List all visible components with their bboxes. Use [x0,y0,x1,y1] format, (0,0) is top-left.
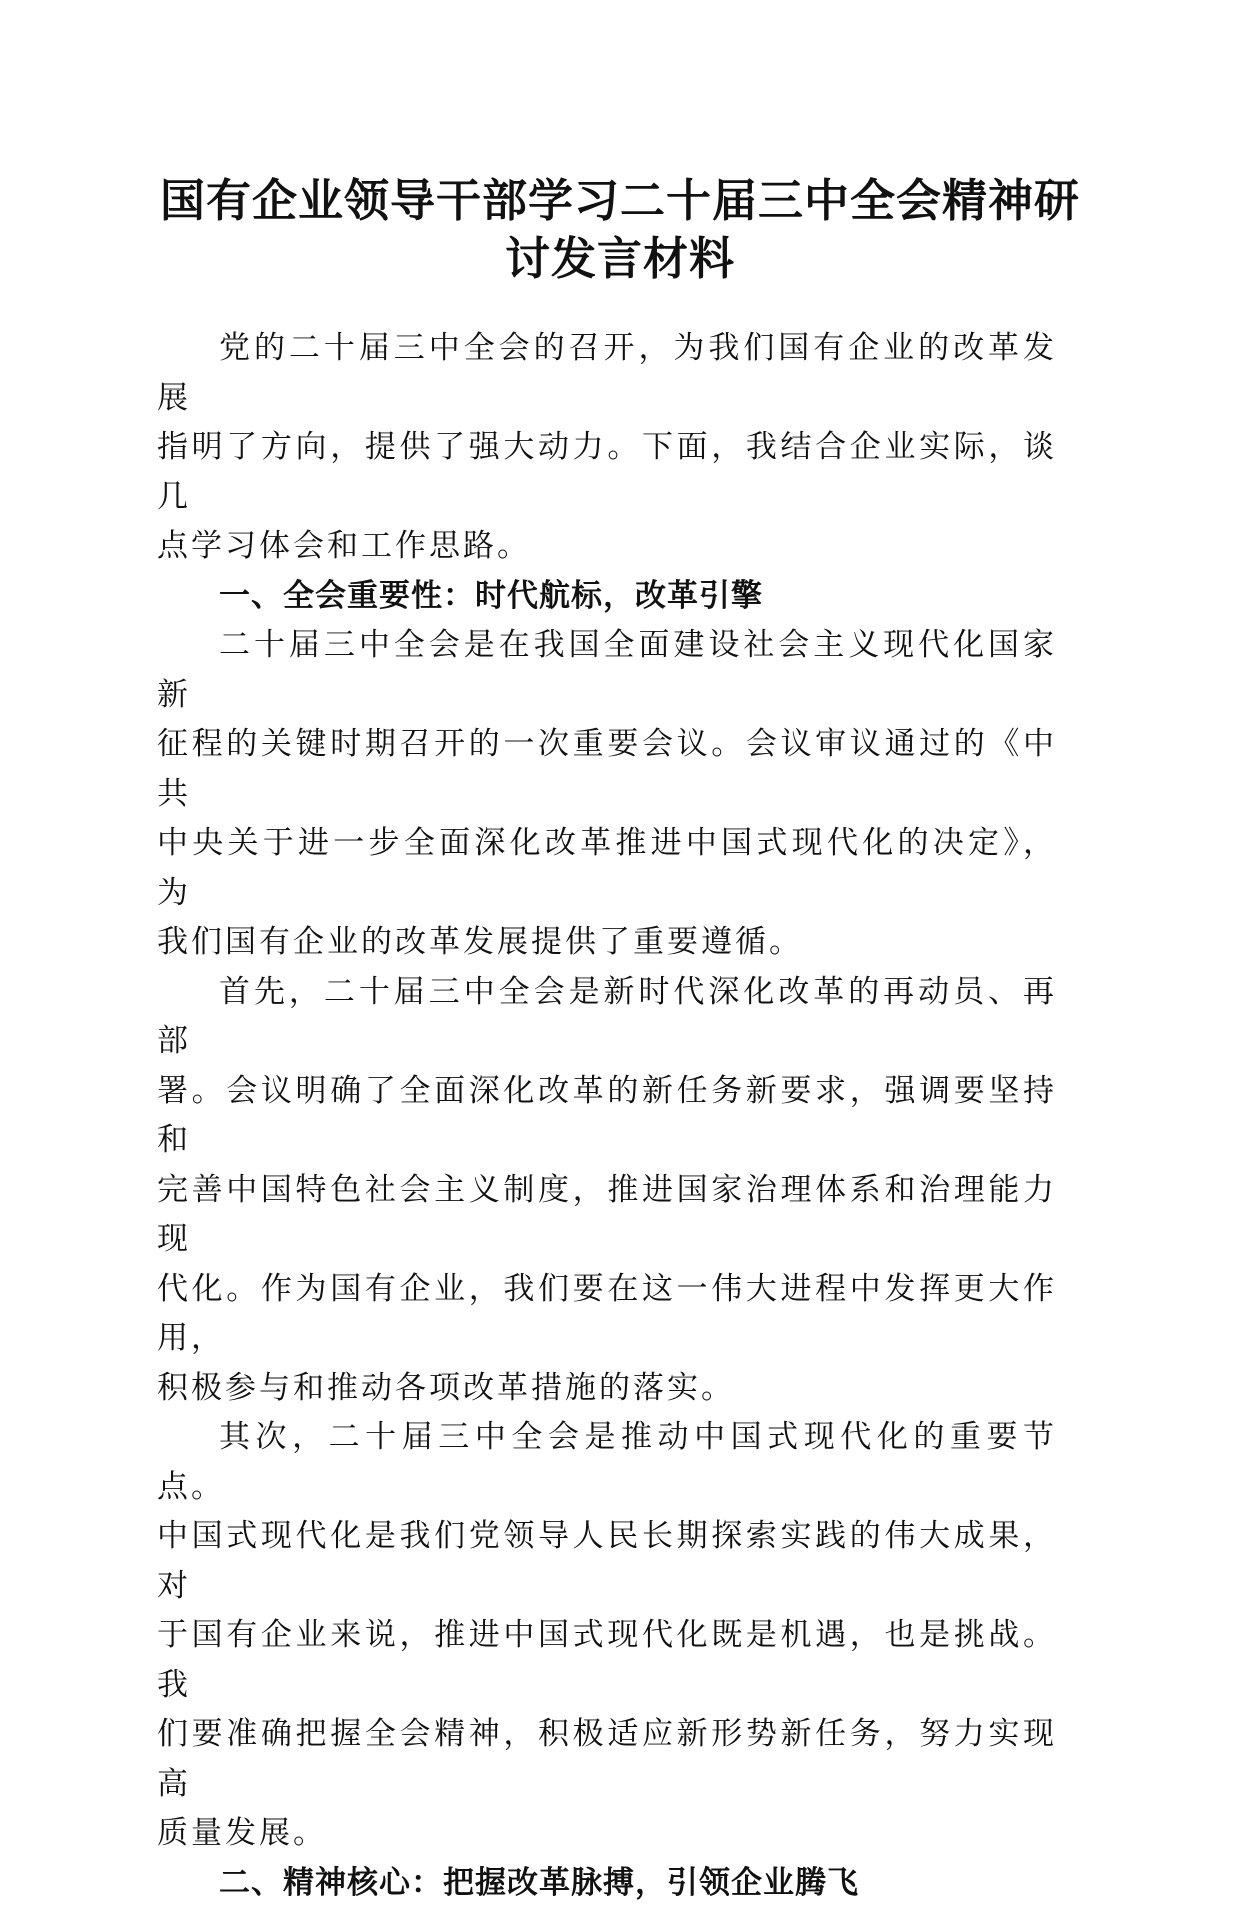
section-1-paragraph-2: 首先，二十届三中全会是新时代深化改革的再动员、再部 署。会议明确了全面深化改革的新任务新要求，强调要坚持和 完善中国特色社会主义制度，推进国家治理体系和治理能力现 代化。作为国有企业，我们要在这一伟大进程中发挥更大作用， 积极参与和推动各项改革措施的落实。 [157,968,1057,1414]
section-1-paragraph-3: 其次，二十届三中全会是推动中国式现代化的重要节点。 中国式现代化是我们党领导人民长期探索实践的伟大成果，对 于国有企业来说，推进中国式现代化既是机遇，也是挑战。我 们要准确把握全会精神，积极适应新形势新任务，努力实现高 质量发展。 [157,1413,1057,1859]
document-title: 国有企业领导干部学习二十届三中全会精神研 讨发言材料 [140,172,1100,288]
section-1-paragraph-1: 二十届三中全会是在我国全面建设社会主义现代化国家新 征程的关键时期召开的一次重要会议。会议审议通过的《中共 中央关于进一步全面深化改革推进中国式现代化的决定》，为 我们国有企业的改革发展提供了重要遵循。 [157,621,1057,968]
document-body [157,324,1057,1908]
section-1-heading: 一、全会重要性：时代航标，改革引擎 [157,572,1057,622]
section-2-heading: 二、精神核心：把握改革脉搏，引领企业腾飞 [157,1859,1057,1908]
intro-paragraph: 党的二十届三中全会的召开，为我们国有企业的改革发展 指明了方向，提供了强大动力。下面，我结合企业实际，谈几 点学习体会和工作思路。 [157,324,1057,572]
